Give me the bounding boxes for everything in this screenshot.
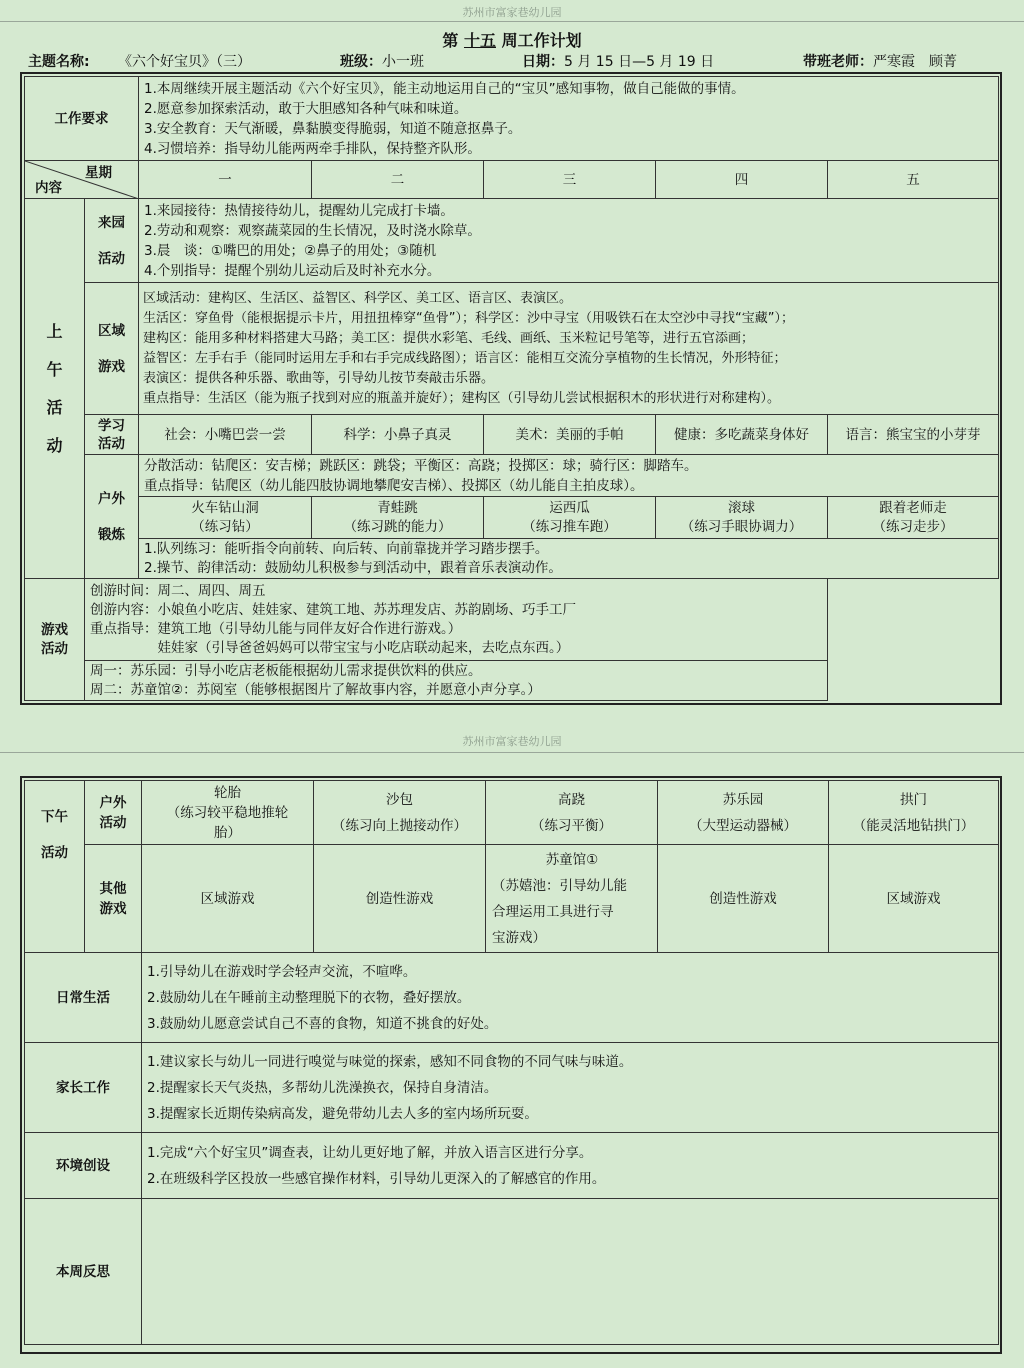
parents-work-content: 1.建议家长与幼儿一同进行嗅觉与味觉的探索，感知不同食物的不同气味与味道。 2.提醒家长天气炎热，多帮幼儿洗澡换衣，保持自身清洁。 3.提醒家长近期传染病高发，避免带幼儿去人多的室内场所玩耍。 — [142, 1043, 999, 1133]
other-games-wed: 苏童馆① （苏嬉池：引导幼儿能 合理运用工具进行寻 宝游戏） — [486, 845, 658, 953]
weekday-mon: 一 — [139, 161, 312, 199]
environment-content: 1.完成“六个好宝贝”调查表，让幼儿更好地了解，并放入语言区进行分享。 2.在班级科学区投放一些感官操作材料，引导幼儿更深入的了解感官的作用。 — [142, 1133, 999, 1199]
work-requirements-row — [25, 77, 999, 161]
page-divider-2 — [0, 752, 1024, 753]
theme-label: 主题名称: — [28, 54, 90, 70]
work-requirements-label: 工作要求 — [25, 77, 139, 161]
area-game-row — [25, 283, 999, 415]
afternoon-outdoor-fri: 拱门 （能灵活地钻拱门） — [829, 781, 999, 845]
weekday-thu: 四 — [656, 161, 828, 199]
outdoor-daily-row — [25, 497, 999, 539]
date-label: 日期： — [522, 54, 564, 70]
weekday-wed: 三 — [484, 161, 656, 199]
parents-work-label: 家长工作 — [25, 1043, 142, 1133]
other-games-tue: 创造性游戏 — [314, 845, 486, 953]
reflection-row — [25, 1199, 999, 1345]
teacher-label: 带班老师： — [803, 54, 873, 70]
outdoor-rhythm: 1.队列练习：能听指令向前转、向后转、向前靠拢并学习踏步摆手。 2.操节、韵律活动：鼓励幼儿积极参与到活动中，跟着音乐表演动作。 — [139, 539, 999, 579]
study-wed: 美术：美丽的手帕 — [484, 415, 656, 455]
game-activity-label: 游戏 活动 — [25, 579, 85, 701]
outdoor-distributed: 分散活动：钻爬区：安吉梯；跳跃区：跳袋；平衡区：高跷；投掷区：球；骑行区：脚踏车。 重点指导：钻爬区（幼儿能四肢协调地攀爬安吉梯）、投掷区（幼儿能自主拍皮球）。 — [139, 455, 999, 497]
afternoon-outdoor-row — [25, 781, 999, 845]
week-number: 十五 — [463, 31, 496, 50]
outdoor-tue: 青蛙跳 （练习跳的能力） — [312, 497, 484, 539]
plan-table-page1 — [24, 76, 999, 701]
title-prefix: 第 — [442, 31, 459, 50]
title-suffix: 周工作计划 — [501, 31, 582, 50]
study-row — [25, 415, 999, 455]
weekday-header-row — [25, 161, 999, 199]
outdoor-thu: 滚球 （练习手眼协调力） — [656, 497, 828, 539]
theme-value: 《六个好宝贝》（三） — [118, 54, 251, 70]
outdoor-exercise-label: 户外 锻炼 — [85, 455, 139, 579]
weekday-fri: 五 — [828, 161, 999, 199]
arrival-row — [25, 199, 999, 283]
class-value: 小一班 — [382, 54, 424, 70]
arrival-content: 1.来园接待：热情接待幼儿，提醒幼儿完成打卡墙。 2.劳动和观察：观察蔬菜园的生长情况，及时浇水除草。 3.晨 谈：①嘴巴的用处；②鼻子的用处；③随机 4.个别指导：提醒个别幼儿运动后及时补充水分。 — [139, 199, 999, 283]
work-requirements-content: 1.本周继续开展主题活动《六个好宝贝》，能主动地运用自己的“宝贝”感知事物，做自己能做的事情。 2.愿意参加探索活动，敢于大胆感知各种气味和味道。 3.安全教育：天气渐暖，鼻黏膜变得脆弱，知道不随意抠鼻子。 4.习惯培养：指导幼儿能两两牵手排队，保持整齐队形。 — [139, 77, 999, 161]
morning-activity-label: 上 午 活 动 — [25, 199, 85, 579]
plan-table-page2 — [24, 780, 999, 1345]
afternoon-outdoor-tue: 沙包 （练习向上抛接动作） — [314, 781, 486, 845]
study-tue: 科学：小鼻子真灵 — [312, 415, 484, 455]
outdoor-bottom-row — [25, 539, 999, 579]
area-game-label: 区域 游戏 — [85, 283, 139, 415]
game-content: 创游时间：周二、周四、周五 创游内容：小娘鱼小吃店、娃娃家、建筑工地、苏苏理发店、苏韵剧场、巧手工厂 重点指导：建筑工地（引导幼儿能与同伴友好合作进行游戏。） 娃娃家（引导爸爸妈妈可以带宝宝与小吃店联动起来，去吃点东西。） — [85, 579, 828, 661]
weekday-tue: 二 — [312, 161, 484, 199]
page-divider — [0, 21, 1024, 22]
reflection-content[interactable] — [142, 1199, 999, 1345]
other-games-label: 其他 游戏 — [85, 845, 142, 953]
other-games-thu: 创造性游戏 — [658, 845, 829, 953]
other-games-fri: 区域游戏 — [829, 845, 999, 953]
afternoon-other-row — [25, 845, 999, 953]
class-label: 班级： — [340, 54, 382, 70]
teacher-value: 严寒霞 顾菁 — [873, 54, 957, 70]
outdoor-wed: 运西瓜 （练习推车跑） — [484, 497, 656, 539]
outdoor-mon: 火车钻山洞 （练习钻） — [139, 497, 312, 539]
plan-header — [28, 51, 978, 71]
afternoon-outdoor-label: 户外 活动 — [85, 781, 142, 845]
game-row — [25, 579, 999, 661]
afternoon-outdoor-mon: 轮胎 （练习较平稳地推轮 胎） — [142, 781, 314, 845]
study-label: 学习 活动 — [85, 415, 139, 455]
content-label: 内容 — [35, 180, 62, 196]
weekday-label: 星期 — [85, 165, 112, 181]
game-row-2 — [25, 661, 999, 701]
daily-life-content: 1.引导幼儿在游戏时学会轻声交流，不喧哗。 2.鼓励幼儿在午睡前主动整理脱下的衣物，叠好摆放。 3.鼓励幼儿愿意尝试自己不喜的食物，知道不挑食的好处。 — [142, 953, 999, 1043]
study-mon: 社会：小嘴巴尝一尝 — [139, 415, 312, 455]
date-value: 5 月 15 日—5 月 19 日 — [564, 54, 715, 70]
daily-life-label: 日常生活 — [25, 953, 142, 1043]
afternoon-activity-label: 下午 活动 — [25, 781, 85, 953]
study-thu: 健康：多吃蔬菜身体好 — [656, 415, 828, 455]
reflection-label: 本周反思 — [25, 1199, 142, 1345]
afternoon-outdoor-thu: 苏乐园 （大型运动器械） — [658, 781, 829, 845]
environment-label: 环境创设 — [25, 1133, 142, 1199]
area-game-content: 区域活动：建构区、生活区、益智区、科学区、美工区、语言区、表演区。 生活区：穿鱼骨（能根据提示卡片，用扭扭棒穿“鱼骨”）；科学区：沙中寻宝（用吸铁石在太空沙中寻找“宝藏”）； 建构区：能用多种材料搭建大马路；美工区：提供水彩笔、毛线、画纸、玉米粒记号笔等，进行五官添画； 益智区：左手右手（能同时运用左手和右手完成线路图）；语言区：能相互交流分享植物的生长情况，外形特征； 表演区：提供各种乐器、歌曲等，引导幼儿按节奏敲击乐器。 重点指导：生活区（能为瓶子找到对应的瓶盖并旋好）；建构区（引导幼儿尝试根据积木的形状进行对称建构）。 — [139, 283, 999, 415]
study-fri: 语言：熊宝宝的小芽芽 — [828, 415, 999, 455]
page-title — [0, 28, 1024, 51]
school-watermark-2: 苏州市富家巷幼儿园 — [462, 735, 562, 748]
game-content-2: 周一：苏乐园：引导小吃店老板能根据幼儿需求提供饮料的供应。 周二：苏童馆②：苏阅室（能够根据图片了解故事内容，并愿意小声分享。） — [85, 661, 828, 701]
parents-work-row — [25, 1043, 999, 1133]
outdoor-fri: 跟着老师走 （练习走步） — [828, 497, 999, 539]
arrival-label: 来园 活动 — [85, 199, 139, 283]
weekday-corner-cell — [25, 161, 139, 199]
afternoon-outdoor-wed: 高跷 （练习平衡） — [486, 781, 658, 845]
other-games-mon: 区域游戏 — [142, 845, 314, 953]
daily-life-row — [25, 953, 999, 1043]
environment-row — [25, 1133, 999, 1199]
school-watermark: 苏州市富家巷幼儿园 — [462, 6, 562, 19]
outdoor-top-row — [25, 455, 999, 497]
